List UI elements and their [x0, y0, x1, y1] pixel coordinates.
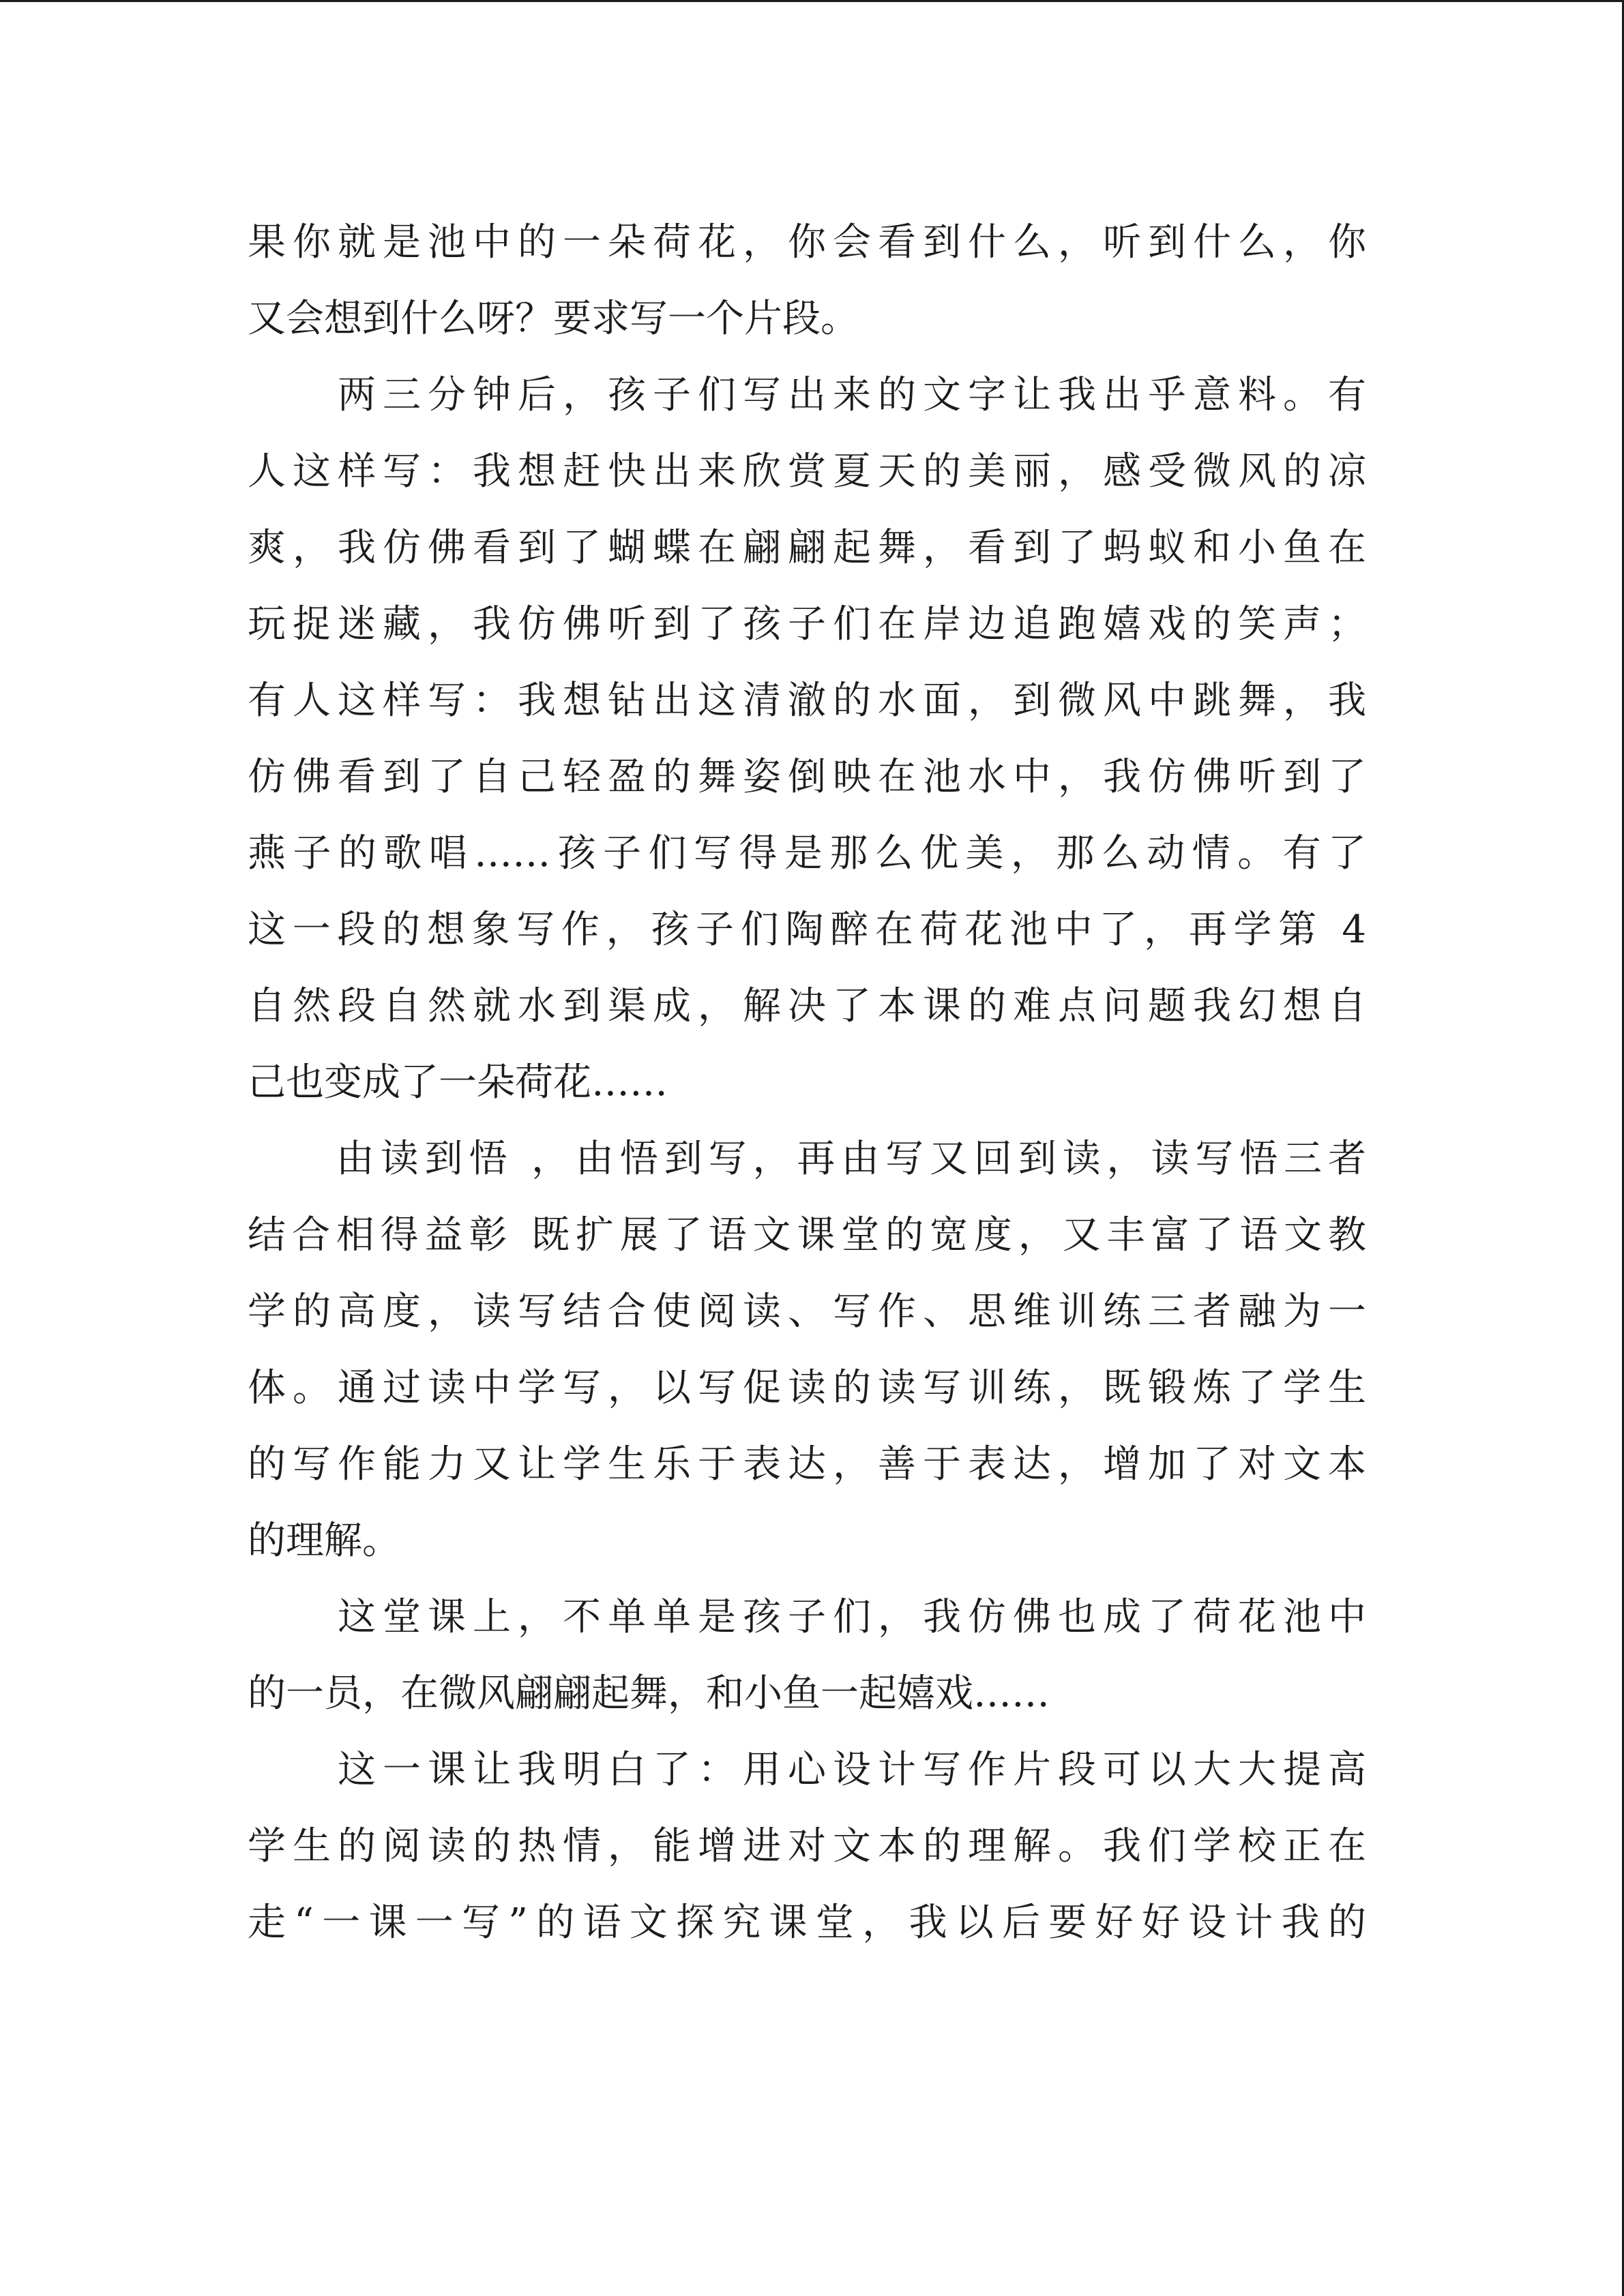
text-line: 体。通过读中学写，以写促读的读写训练，既锻炼了学生 — [248, 1366, 1366, 1410]
document-body — [248, 205, 1366, 1961]
text-line: 走“一课一写”的语文探究课堂，我以后要好好设计我的 — [248, 1900, 1366, 1945]
text-line: 的一员，在微风翩翩起舞，和小鱼一起嬉戏…… — [248, 1671, 1050, 1716]
text-line: 仿佛看到了自己轻盈的舞姿倒映在池水中，我仿佛听到了 — [248, 755, 1366, 799]
top-border-line — [0, 0, 1624, 2]
text-line: 有人这样写：我想钻出这清澈的水面，到微风中跳舞，我 — [248, 679, 1366, 723]
text-line: 的写作能力又让学生乐于表达，善于表达，增加了对文本 — [248, 1442, 1366, 1487]
text-line: 这一课让我明白了：用心设计写作片段可以大大提高 — [248, 1748, 1366, 1792]
text-line: 由读到悟 ，由悟到写，再由写又回到读，读写悟三者 — [248, 1137, 1366, 1181]
text-line: 果你就是池中的一朵荷花，你会看到什么，听到什么，你 — [248, 220, 1366, 265]
text-line: 玩捉迷藏，我仿佛听到了孩子们在岸边追跑嬉戏的笑声； — [248, 602, 1366, 646]
text-line: 学的高度，读写结合使阅读、写作、思维训练三者融为一 — [248, 1289, 1366, 1334]
text-line: 人这样写：我想赶快出来欣赏夏天的美丽，感受微风的凉 — [248, 449, 1366, 494]
text-line: 这一段的想象写作，孩子们陶醉在荷花池中了，再学第 4 — [248, 908, 1366, 952]
text-line: 又会想到什么呀？要求写一个片段。 — [248, 297, 859, 341]
text-line: 爽，我仿佛看到了蝴蝶在翩翩起舞，看到了蚂蚁和小鱼在 — [248, 526, 1366, 570]
text-line: 自然段自然就水到渠成，解决了本课的难点问题我幻想自 — [248, 984, 1366, 1028]
text-line: 结合相得益彰 既扩展了语文课堂的宽度，又丰富了语文教 — [248, 1213, 1366, 1257]
text-line: 己也变成了一朵荷花…… — [248, 1060, 668, 1105]
text-line: 的理解。 — [248, 1519, 400, 1563]
text-line: 学生的阅读的热情，能增进对文本的理解。我们学校正在 — [248, 1824, 1366, 1868]
text-line: 这堂课上，不单单是孩子们，我仿佛也成了荷花池中 — [248, 1595, 1366, 1639]
text-line: 两三分钟后，孩子们写出来的文字让我出乎意料。有 — [248, 373, 1366, 417]
text-line: 燕子的歌唱……孩子们写得是那么优美，那么动情。有了 — [248, 831, 1366, 876]
